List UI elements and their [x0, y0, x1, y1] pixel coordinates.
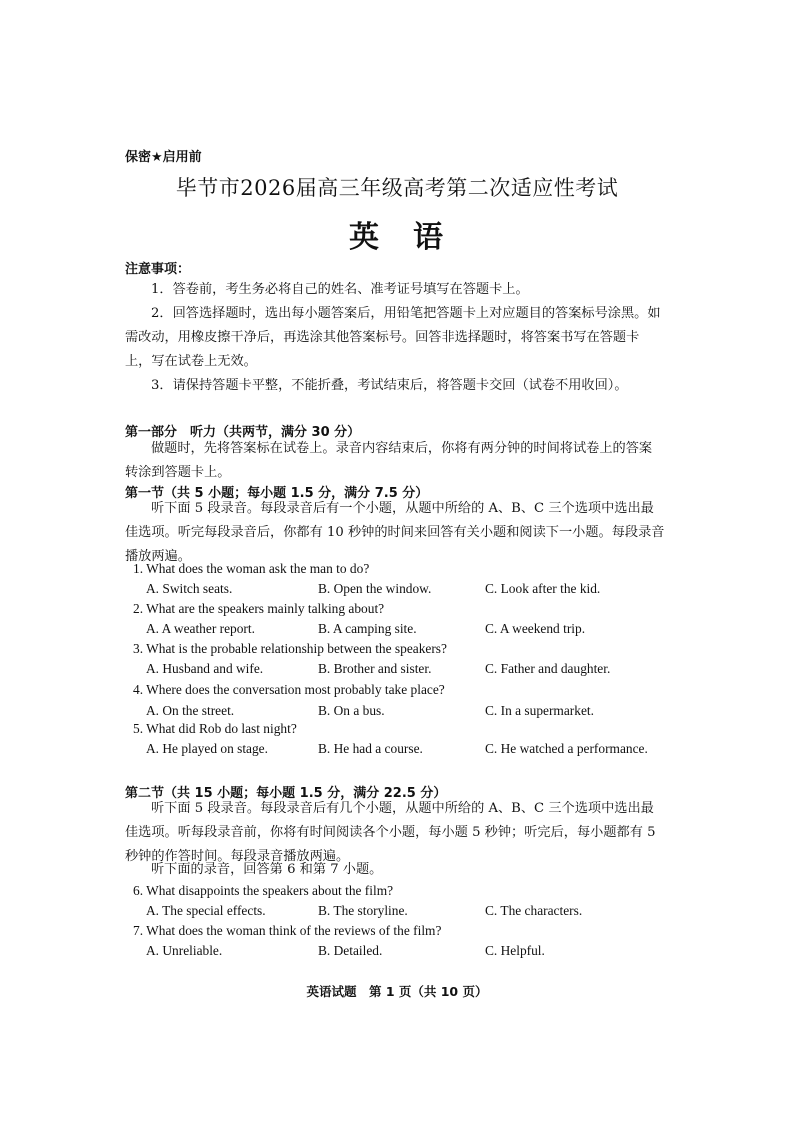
notes-heading: 注意事项： — [125, 262, 191, 277]
subject-title: 英 语 — [349, 220, 445, 255]
note-item-2: 2．回答选择题时，选出每小题答案后，用铅笔把答题卡上对应题目的答案标号涂黑。如需改动，用橡皮擦干净后，再选涂其他答案标号。回答非选择题时，将答案书写在答题卡上，写在试卷上无效。 — [125, 306, 661, 369]
option-2c: C. A weekend trip. — [485, 621, 586, 636]
confidential-label: 保密★启用前 — [125, 150, 202, 165]
question-6: 6. What disappoints the speakers about the film? — [133, 883, 394, 898]
option-5a: A. He played on stage. — [146, 741, 268, 756]
option-5c: C. He watched a performance. — [485, 741, 648, 756]
option-7b: B. Detailed. — [318, 943, 383, 958]
option-1c: C. Look after the kid. — [485, 581, 601, 596]
question-7: 7. What does the woman think of the reviews of the film? — [133, 923, 442, 938]
option-3c: C. Father and daughter. — [485, 661, 611, 676]
option-6b: B. The storyline. — [318, 903, 408, 918]
option-7a: A. Unreliable. — [146, 943, 223, 958]
option-3b: B. Brother and sister. — [318, 661, 432, 676]
exam-title: 毕节市2026届高三年级高考第二次适应性考试 — [175, 176, 619, 200]
section2-heading: 第二节（共 15 小题；每小题 1.5 分，满分 22.5 分） — [125, 786, 447, 801]
section2-sub-intro: 听下面的录音，回答第 6 和第 7 小题。 — [151, 862, 383, 877]
question-4: 4. Where does the conversation most probably take place? — [133, 682, 445, 697]
page-footer: 英语试题 第 1 页（共 10 页） — [306, 984, 488, 999]
note-item-1: 1．答卷前，考生务必将自己的姓名、准考证号填写在答题卡上。 — [151, 282, 529, 297]
question-1: 1. What does the woman ask the man to do? — [133, 561, 370, 576]
option-7c: C. Helpful. — [485, 943, 545, 958]
option-6a: A. The special effects. — [146, 903, 266, 918]
option-2a: A. A weather report. — [146, 621, 255, 636]
option-5b: B. He had a course. — [318, 741, 423, 756]
section1-intro: 听下面 5 段录音。每段录音后有一个小题，从题中所给的 A、B、C 三个选项中选出最佳选项。听完每段录音后，你都有 10 秒钟的时间来回答有关小题和阅读下一小题。每段录音播放两遍。 — [125, 501, 665, 564]
part1-heading: 第一部分 听力（共两节，满分 30 分） — [125, 425, 361, 440]
question-5: 5. What did Rob do last night? — [133, 721, 297, 736]
option-3a: A. Husband and wife. — [146, 661, 264, 676]
part1-intro: 做题时，先将答案标在试卷上。录音内容结束后，你将有两分钟的时间将试卷上的答案转涂到答题卡上。 — [125, 441, 653, 480]
option-6c: C. The characters. — [485, 903, 583, 918]
section1-heading: 第一节（共 5 小题；每小题 1.5 分，满分 7.5 分） — [125, 486, 429, 501]
option-1a: A. Switch seats. — [146, 581, 233, 596]
option-4b: B. On a bus. — [318, 703, 385, 718]
option-1b: B. Open the window. — [318, 581, 432, 596]
section2-intro: 听下面 5 段录音。每段录音后有几个小题，从题中所给的 A、B、C 三个选项中选出最佳选项。听每段录音前，你将有时间阅读各个小题，每小题 5 秒钟；听完后，每小题都有 5 秒钟的作答时间。每段录音播放两遍。 — [125, 801, 656, 864]
question-3: 3. What is the probable relationship between the speakers? — [133, 641, 447, 656]
option-4a: A. On the street. — [146, 703, 235, 718]
question-2: 2. What are the speakers mainly talking about? — [133, 601, 385, 616]
note-item-3: 3．请保持答题卡平整，不能折叠，考试结束后，将答题卡交回（试卷不用收回）。 — [151, 378, 628, 393]
option-4c: C. In a supermarket. — [485, 703, 594, 718]
option-2b: B. A camping site. — [318, 621, 417, 636]
